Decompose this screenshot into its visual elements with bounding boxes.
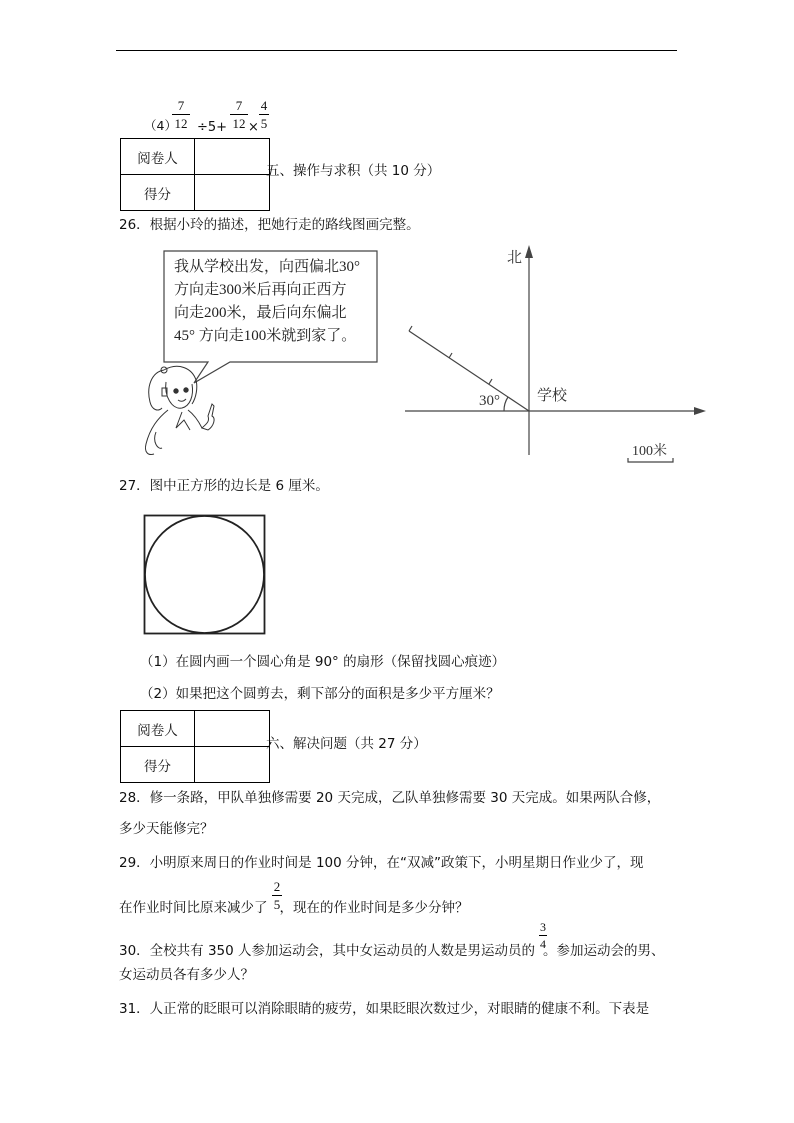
score-table-section5 (120, 138, 270, 211)
q28-line2: 多少天能修完？ (119, 821, 214, 837)
school-label: 学校 (537, 388, 568, 404)
q27-sub2: （2）如果把这个圆剪去，剩下部分的面积是多少平方厘米？ (140, 686, 500, 702)
score-field[interactable] (195, 747, 270, 783)
reviewer-label: 阅卷人 (121, 711, 195, 747)
fraction-3-4: 3 4 (540, 920, 546, 951)
fraction-7-12-b: 7 12 (230, 99, 248, 130)
q31-line1: 31．人正常的眨眼可以消除眼睛的疲劳，如果眨眼次数过少，对眼睛的健康不利。下表是 (119, 1001, 650, 1017)
score-label: 得分 (121, 747, 195, 783)
compass-axes (400, 240, 710, 470)
q27-sub1: （1）在圆内画一个圆心角是 90° 的扇形（保留找圆心痕迹） (140, 654, 506, 670)
header-rule (116, 50, 677, 51)
q30-line1: 30．全校共有 350 人参加运动会，其中女运动员的人数是男运动员的 。参加运动会的男、 (119, 943, 665, 959)
score-label: 得分 (121, 175, 195, 211)
score-field[interactable] (195, 175, 270, 211)
score-table-section6 (120, 710, 270, 783)
q29-line1: 29．小明原来周日的作业时间是 100 分钟，在“双减”政策下，小明星期日作业少了，现 (119, 855, 644, 871)
scale-label: 100米 (632, 444, 667, 459)
fraction-7-12-a: 7 12 (172, 99, 190, 130)
angle-label: 30° (479, 393, 500, 409)
reviewer-label: 阅卷人 (121, 139, 195, 175)
fraction-2-5: 2 5 (273, 879, 281, 912)
q30-line2: 女运动员各有多少人？ (119, 967, 254, 983)
item-label: （4） (144, 118, 177, 133)
reviewer-field[interactable] (195, 139, 270, 175)
fraction-4-5: 4 5 (260, 98, 268, 131)
section5-title: 五、操作与求积（共 10 分） (266, 163, 441, 179)
q27-text: 27．图中正方形的边长是 6 厘米。 (119, 478, 329, 494)
speech-bubble-text: 我从学校出发，向西偏北30° 方向走300米后再向正西方 向走200米，最后向东偏北 45° 方向走100米就到家了。 (174, 259, 360, 344)
girl-pointing-icon (132, 358, 232, 458)
q26-text: 26．根据小玲的描述，把她行走的路线图画完整。 (119, 217, 420, 233)
q29-line2: 在作业时间比原来减少了 ，现在的作业时间是多少分钟？ (119, 900, 469, 916)
operator-divide-plus: ÷5+ (197, 120, 228, 135)
reviewer-field[interactable] (195, 711, 270, 747)
section6-title: 六、解决问题（共 27 分） (266, 736, 427, 752)
circle-in-square-figure (143, 514, 267, 636)
q28-line1: 28．修一条路，甲队单独修需要 20 天完成，乙队单独修需要 30 天完成。如果两队合修， (119, 790, 661, 806)
north-label: 北 (507, 250, 523, 266)
operator-times: × (248, 120, 259, 135)
